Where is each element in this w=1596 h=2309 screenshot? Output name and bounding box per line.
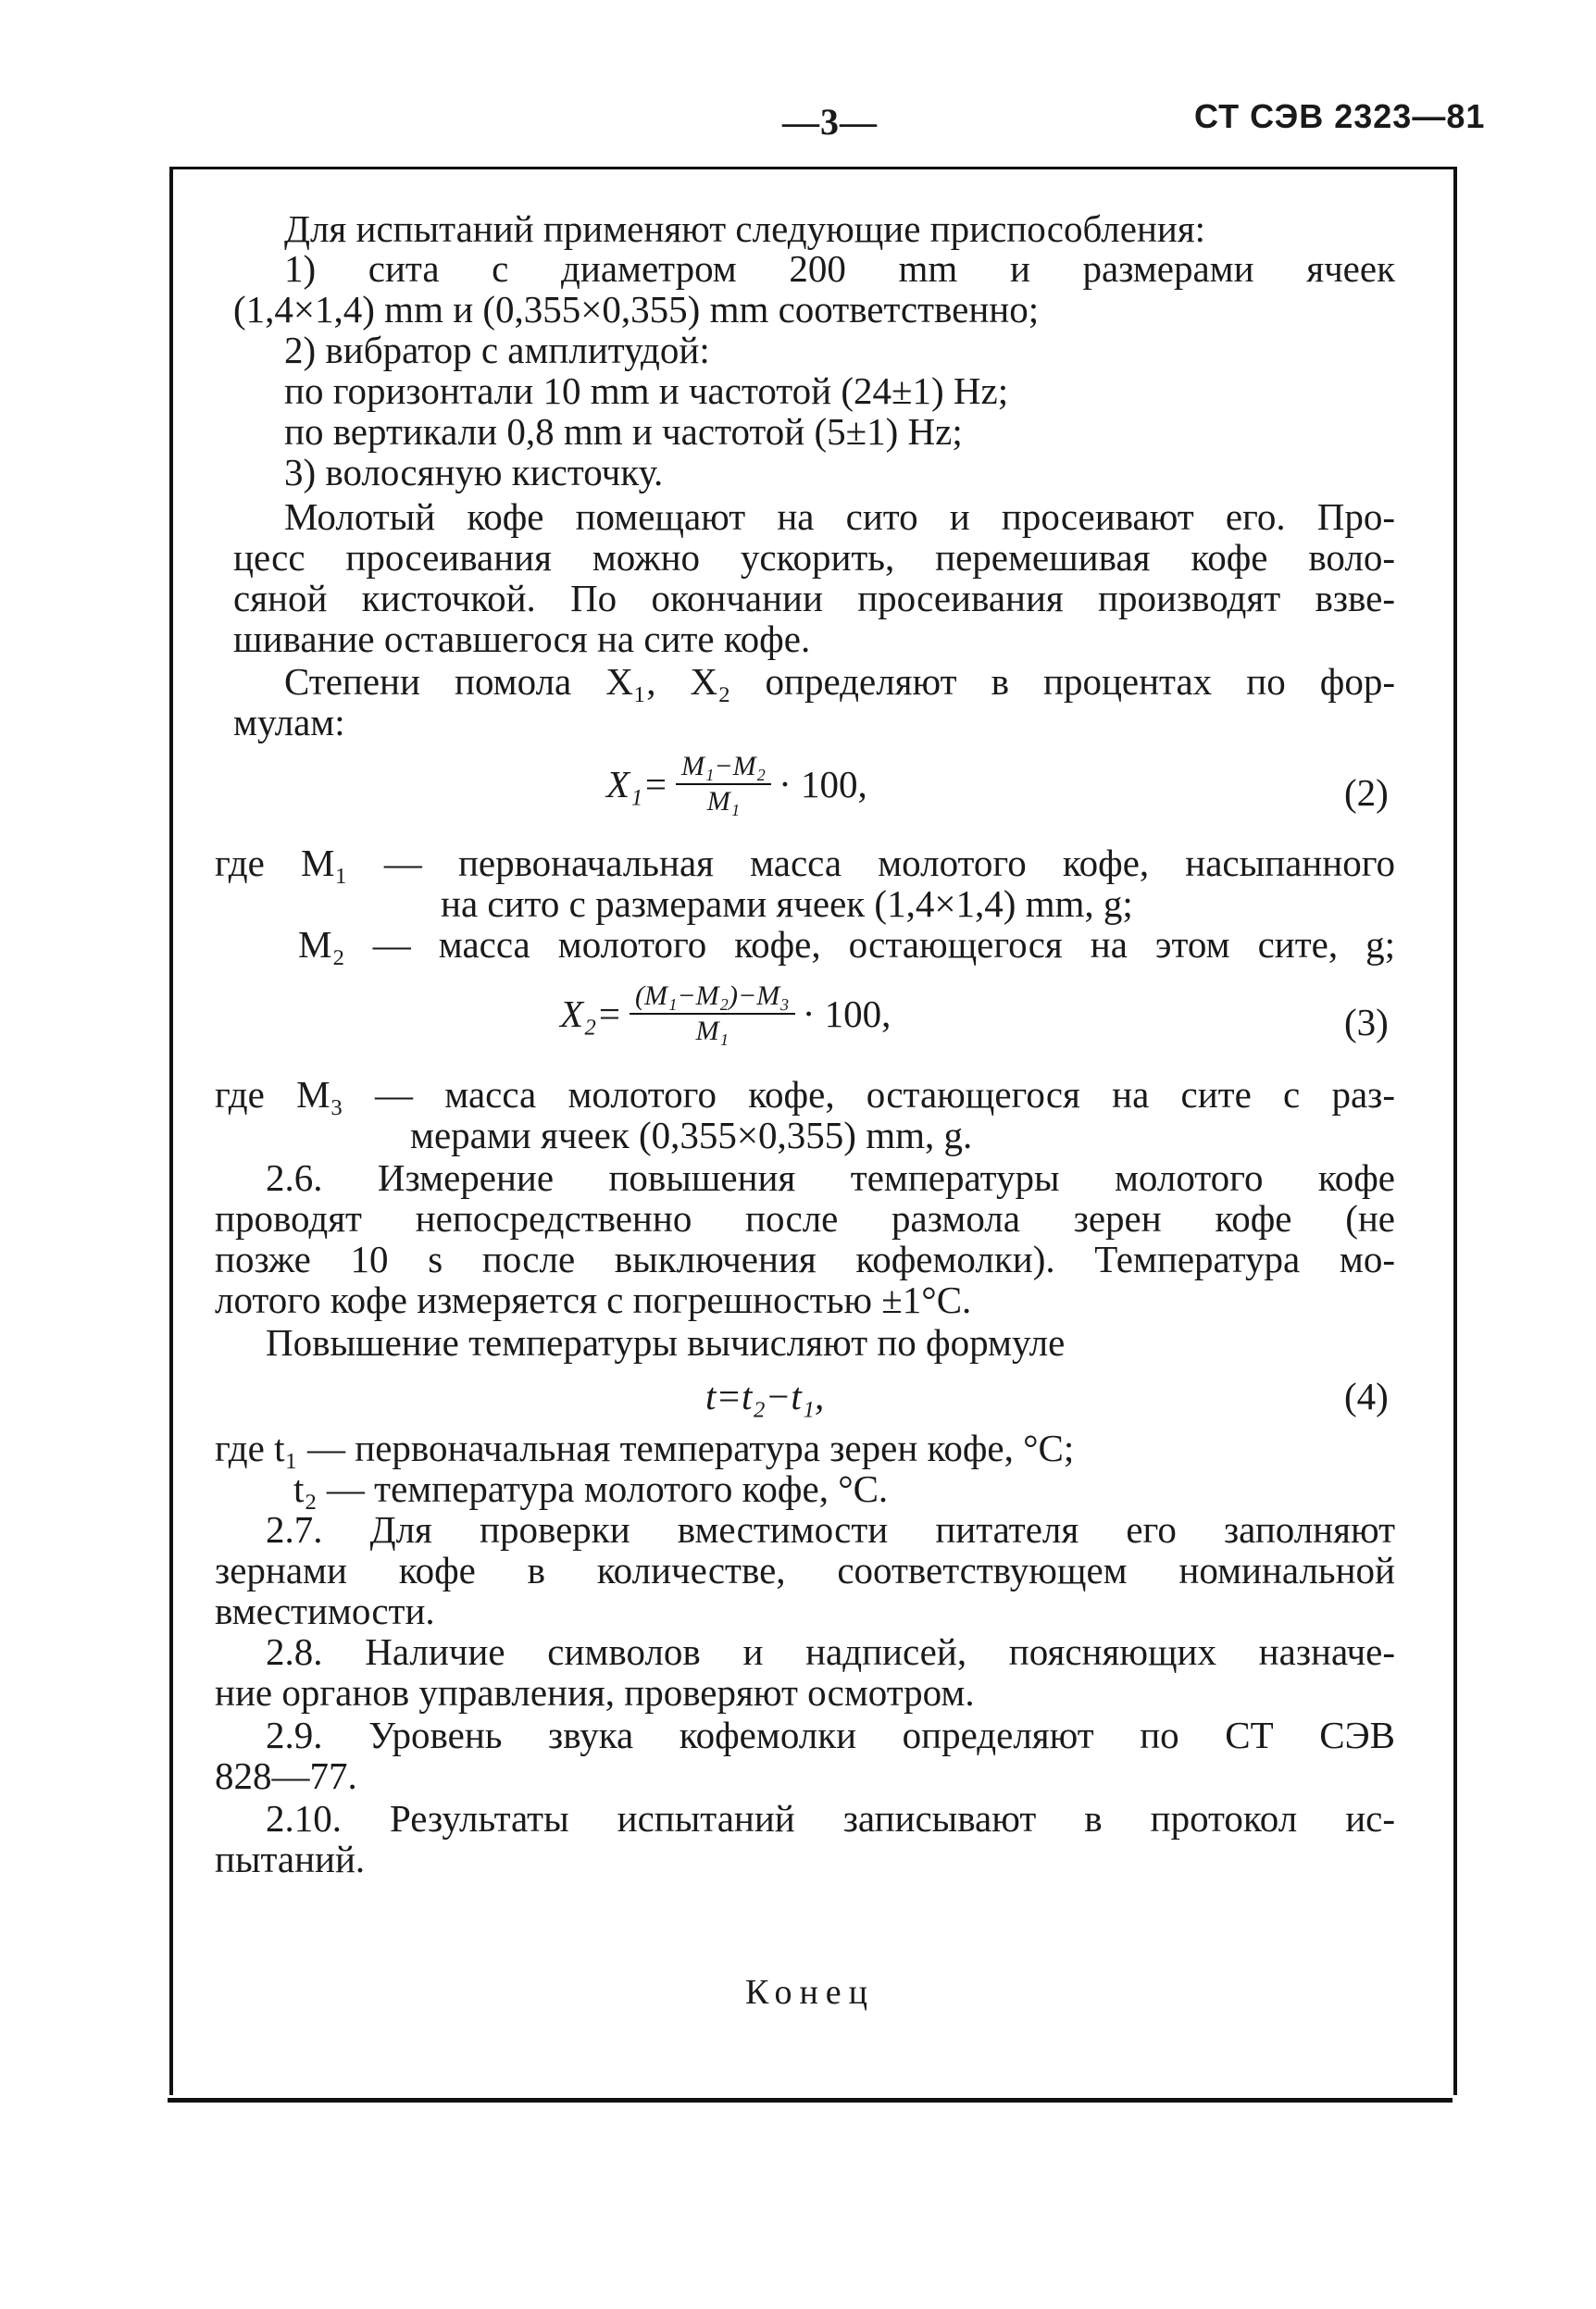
- formula-2-denominator: M₁: [706, 786, 741, 817]
- page-number: —3—: [782, 101, 878, 143]
- text-line: 3) волосяную кисточку.: [284, 451, 664, 493]
- text-line: Молотый кофе помещают на сито и просеивают его. Про-: [284, 495, 1395, 538]
- text-line: где t₁ — первоначальная температура зерен кофе, °C;: [215, 1427, 1075, 1469]
- end-label: Конец: [745, 1973, 875, 2012]
- text-line: 2.7. Для проверки вместимости питателя его заполняют: [266, 1508, 1395, 1551]
- text-line: цесс просеивания можно ускорить, перемешивая кофе воло-: [233, 536, 1395, 579]
- text-line: 2.9. Уровень звука кофемолки определяют по СТ СЭВ: [266, 1714, 1395, 1756]
- text-line: вместимости.: [215, 1590, 435, 1632]
- text-line: 2.10. Результаты испытаний записывают в протокол ис-: [266, 1797, 1395, 1840]
- formula-3-tail: · 100,: [802, 992, 892, 1035]
- text-line: Степени помола X₁, X₂ определяют в процентах по фор-: [284, 660, 1395, 703]
- text-line: 2.6. Измерение повышения температуры молотого кофе: [266, 1156, 1395, 1199]
- text-line: t₂ — температура молотого кофе, °C.: [293, 1467, 889, 1510]
- text-line: где M₁ — первоначальная масса молотого кофе, насыпанного: [215, 842, 1395, 884]
- text-line: лотого кофе измеряется с погрешностью ±1°C.: [215, 1279, 972, 1321]
- formula-3-lhs: X₂=: [560, 992, 622, 1035]
- formula-3-denominator: M₁: [695, 1016, 729, 1046]
- text-line: проводят непосредственно после размола зерен кофе (не: [215, 1197, 1395, 1240]
- frame-bottom-rule: [168, 2098, 1453, 2103]
- equation-number-4: (4): [1344, 1375, 1389, 1417]
- equation-number-2: (2): [1344, 771, 1389, 814]
- formula-3-fraction: [630, 980, 795, 1048]
- formula-4-expression: t=t₂−t₁,: [705, 1375, 825, 1417]
- formula-2-tail: · 100,: [779, 763, 867, 805]
- text-line: на сито с размерами ячеек (1,4×1,4) mm, g;: [441, 882, 1133, 925]
- text-line: по горизонтали 10 mm и частотой (24±1) Hz;: [284, 369, 1009, 412]
- formula-2: [606, 750, 867, 818]
- text-line: ние органов управления, проверяют осмотром.: [215, 1671, 975, 1714]
- formula-2-lhs: X₁=: [606, 763, 668, 805]
- text-line: 828—77.: [215, 1754, 357, 1797]
- text-line: мулам:: [233, 701, 345, 743]
- text-line: мерами ячеек (0,355×0,355) mm, g.: [410, 1114, 973, 1156]
- formula-3: [560, 980, 891, 1048]
- text-line: где M₃ — масса молотого кофе, остающегося на сите с раз-: [215, 1073, 1395, 1116]
- formula-2-fraction: [676, 750, 771, 818]
- text-line: M₂ — масса молотого кофе, остающегося на этом сите, g;: [298, 923, 1395, 966]
- text-line: сяной кисточкой. По окончании просеивания производят взве-: [233, 577, 1395, 619]
- text-line: Повышение температуры вычисляют по формуле: [266, 1321, 1066, 1364]
- text-line: шивание оставшегося на сите кофе.: [233, 618, 811, 660]
- text-line: зернами кофе в количестве, соответствующем номинальной: [215, 1549, 1395, 1591]
- text-line: (1,4×1,4) mm и (0,355×0,355) mm соответственно;: [233, 288, 1040, 331]
- text-line: позже 10 s после выключения кофемолки). Температура мо-: [215, 1238, 1395, 1280]
- formula-4: [705, 1374, 824, 1418]
- standard-code: СТ СЭВ 2323—81: [1194, 97, 1486, 135]
- text-line: 2) вибратор с амплитудой:: [284, 329, 710, 371]
- formula-3-numerator: (M₁−M₂)−M₃: [630, 980, 795, 1015]
- equation-number-3: (3): [1344, 1001, 1389, 1043]
- formula-2-numerator: M₁−M₂: [676, 750, 771, 785]
- text-line: по вертикали 0,8 mm и частотой (5±1) Hz;: [284, 410, 963, 453]
- text-line: 2.8. Наличие символов и надписей, поясняющих назначе-: [266, 1630, 1395, 1673]
- text-line: пытаний.: [215, 1838, 366, 1880]
- text-line: 1) сита с диаметром 200 mm и размерами ячеек: [284, 247, 1395, 290]
- text-line: Для испытаний применяют следующие приспособления:: [284, 207, 1206, 250]
